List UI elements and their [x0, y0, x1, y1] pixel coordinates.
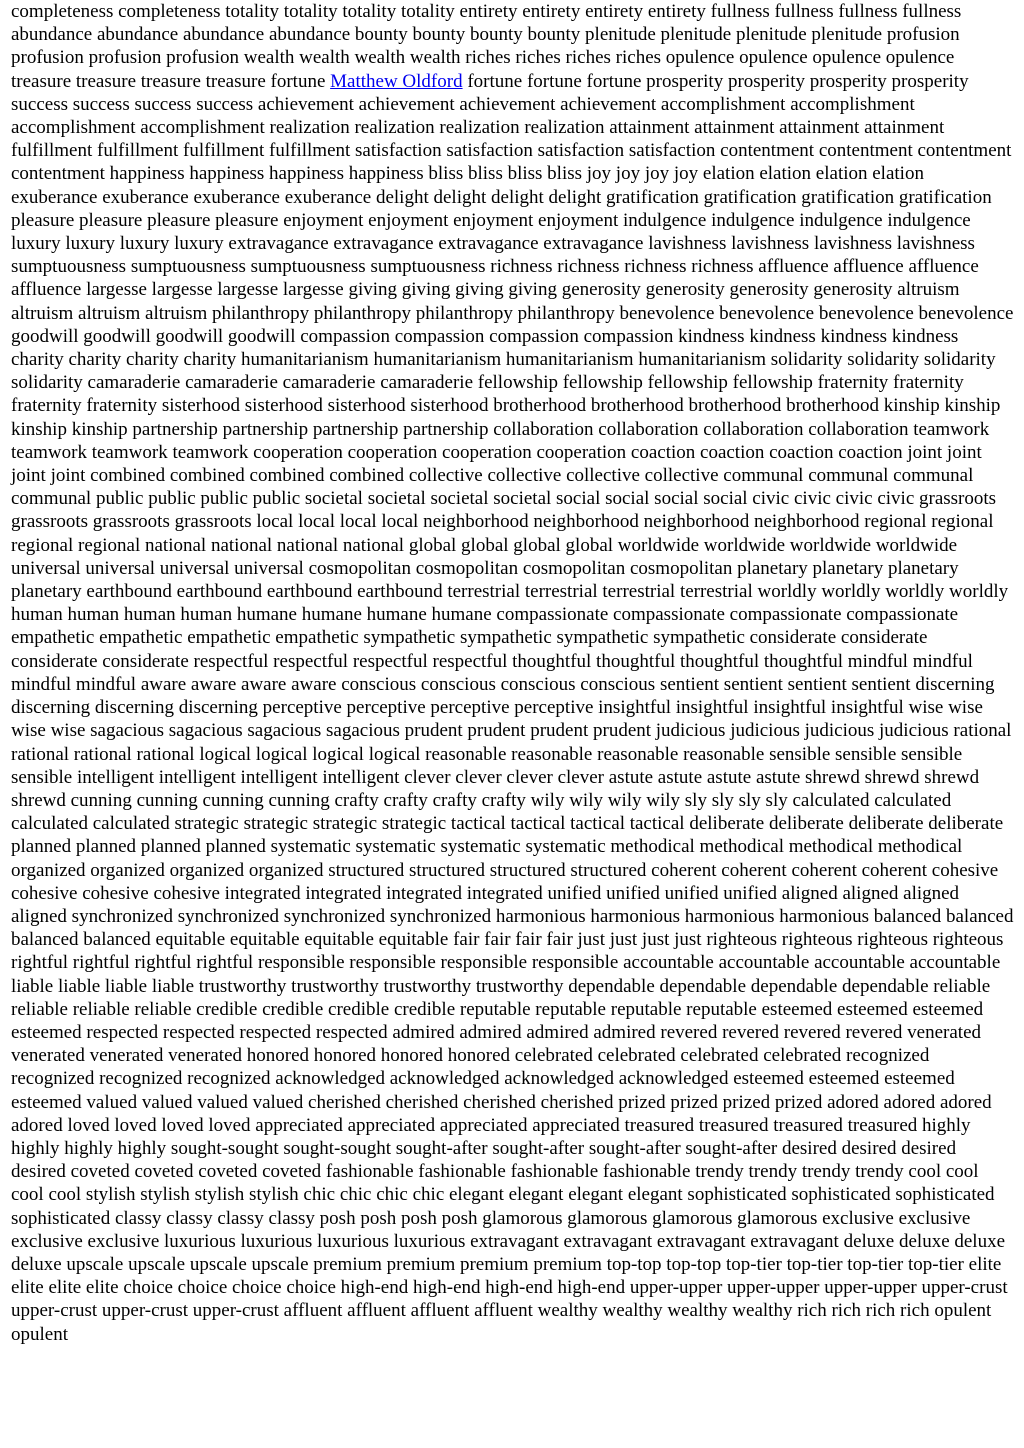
body-text-before-link: completeness completeness totality totality totality totality entirety entirety entirety entirety fullness fullness fullness fullness abundance abundance abundance abundance bounty bounty bounty bounty plenitude plenitude plenitude plenitude profusion profusion profusion profusion wealth wealth wealth wealth riches riches riches riches opulence opulence opulence opulence treasure treasure treasure treasure fortune: [11, 1, 962, 92]
author-link[interactable]: Matthew Oldford: [330, 70, 463, 92]
body-text-after-link: fortune fortune fortune prosperity prosperity prosperity prosperity success success success success achievement achievement achievement achievement accomplishment accomplishment accomplishment accomplishment realization realization realization realization attainment attainment attainment attainment fulfillment fulfillment fulfillment fulfillment satisfaction satisfaction satisfaction satisfaction contentment contentment contentment contentment happiness happiness happiness happiness bliss bliss bliss bliss joy joy joy joy elation elation elation elation exuberance exuberance exuberance exuberance delight delight delight delight gratification gratification gratification gratification pleasure pleasure pleasure pleasure enjoyment enjoyment enjoyment enjoyment indulgence indulgence indulgence indulgence luxury luxury luxury luxury extravagance extravagance extravagance extravagance lavishness lavishness lavishness lavishness sumptuousness sumptuousness sumptuousness sumptuousness richness richness richness richness affluence affluence affluence affluence largesse largesse largesse largesse giving giving giving giving generosity generosity generosity generosity altruism altruism altruism altruism philanthropy philanthropy philanthropy philanthropy benevolence benevolence benevolence benevolence goodwill goodwill goodwill goodwill compassion compassion compassion compassion kindness kindness kindness kindness charity charity charity charity humanitarianism humanitarianism humanitarianism humanitarianism solidarity solidarity solidarity solidarity camaraderie camaraderie camaraderie camaraderie fellowship fellowship fellowship fellowship fraternity fraternity fraternity fraternity sisterhood sisterhood sisterhood sisterhood brotherhood brotherhood brotherhood brotherhood kinship kinship kinship kinship partnership partnership partnership partnership collaboration collaboration collaboration collaboration teamwork teamwork teamwork teamwork cooperation cooperation cooperation cooperation coaction coaction coaction coaction joint joint joint joint combined combined combined combined collective collective collective collective communal communal communal communal public public public public societal societal societal societal social social social social civic civic civic civic grassroots grassroots grassroots grassroots local local local local neighborhood neighborhood neighborhood neighborhood regional regional regional regional national national national national global global global global worldwide worldwide worldwide worldwide universal universal universal universal cosmopolitan cosmopolitan cosmopolitan cosmopolitan planetary planetary planetary planetary earthbound earthbound earthbound earthbound terrestrial terrestrial terrestrial terrestrial worldly worldly worldly worldly human human human human humane humane humane humane compassionate compassionate compassionate compassionate empathetic empathetic empathetic empathetic sympathetic sympathetic sympathetic sympathetic considerate considerate considerate considerate respectful respectful respectful respectful thoughtful thoughtful thoughtful thoughtful mindful mindful mindful mindful aware aware aware aware conscious conscious conscious conscious sentient sentient sentient sentient discerning discerning discerning discerning perceptive perceptive perceptive perceptive insightful insightful insightful insightful wise wise wise wise sagacious sagacious sagacious sagacious prudent prudent prudent prudent judicious judicious judicious judicious rational rational rational rational logical logical logical logical reasonable reasonable reasonable reasonable sensible sensible sensible sensible intelligent intelligent intelligent intelligent clever clever clever clever astute astute astute astute shrewd shrewd shrewd shrewd cunning cunning cunning cunning crafty crafty crafty crafty wily wily wily wily sly sly sly sly calculated calculated calculated calculated strategic strategic strategic strategic tactical tactical tactical tactical deliberate deliberate deliberate deliberate planned planned planned planned systematic systematic systematic systematic methodical methodical methodical methodical organized organized organized organized structured structured structured structured coherent coherent coherent coherent cohesive cohesive cohesive cohesive integrated integrated integrated integrated unified unified unified unified aligned aligned aligned aligned synchronized synchronized synchronized synchronized harmonious harmonious harmonious harmonious balanced balanced balanced balanced equitable equitable equitable equitable fair fair fair fair just just just just righteous righteous righteous righteous rightful rightful rightful rightful responsible responsible responsible responsible accountable accountable accountable accountable liable liable liable liable trustworthy trustworthy trustworthy trustworthy dependable dependable dependable dependable reliable reliable reliable reliable credible credible credible credible reputable reputable reputable reputable esteemed esteemed esteemed esteemed respected respected respected respected admired admired admired admired revered revered revered revered venerated venerated venerated venerated honored honored honored honored celebrated celebrated celebrated celebrated recognized recognized recognized recognized acknowledged acknowledged acknowledged acknowledged esteemed esteemed esteemed esteemed valued valued valued valued cherished cherished cherished cherished prized prized prized prized adored adored adored adored loved loved loved loved appreciated appreciated appreciated appreciated treasured treasured treasured treasured highly highly highly highly sought-sought sought-sought sought-after sought-after sought-after sought-after desired desired desired desired coveted coveted coveted coveted fashionable fashionable fashionable fashionable trendy trendy trendy trendy cool cool cool cool stylish stylish stylish stylish chic chic chic chic elegant elegant elegant elegant sophisticated sophisticated sophisticated sophisticated classy classy classy classy posh posh posh posh glamorous glamorous glamorous glamorous exclusive exclusive exclusive exclusive luxurious luxurious luxurious luxurious extravagant extravagant extravagant extravagant deluxe deluxe deluxe deluxe upscale upscale upscale upscale premium premium premium premium top-top top-top top-tier top-tier top-tier top-tier elite elite elite elite choice choice choice choice high-end high-end high-end high-end upper-upper upper-upper upper-upper upper-crust upper-crust upper-crust upper-crust affluent affluent affluent affluent wealthy wealthy wealthy wealthy rich rich rich rich opulent opulent: [11, 70, 1014, 1345]
